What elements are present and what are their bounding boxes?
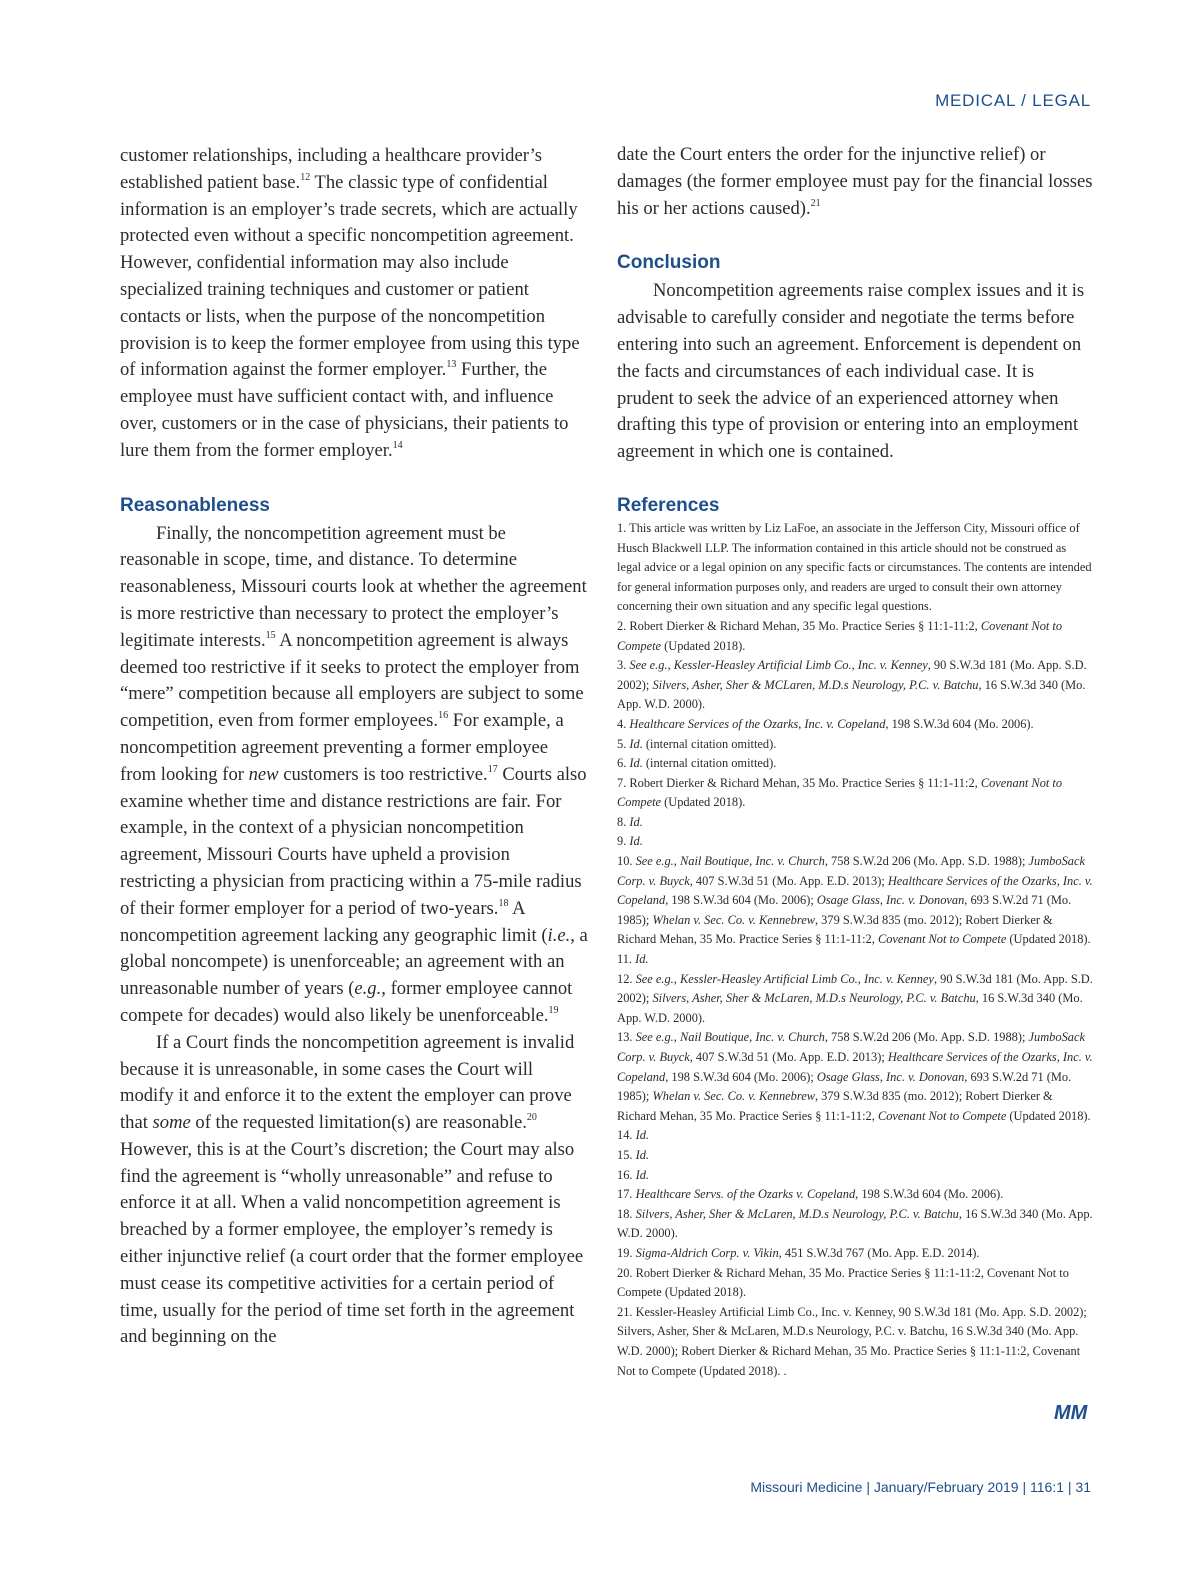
reference-item: 3. See e.g., Kessler-Heasley Artificial Limb Co., Inc. v. Kenney, 90 S.W.3d 181 (Mo. App. S.D. 2002); Silvers, Asher, Sher & MCLaren, M.D.s Neurology, P.C. v. Batchu, 16 S.W.3d 340 (Mo. App. W.D. 2000). — [617, 658, 1087, 712]
reference-item: 10. See e.g., Nail Boutique, Inc. v. Church, 758 S.W.2d 206 (Mo. App. S.D. 1988); JumboSack Corp. v. Buyck, 407 S.W.3d 51 (Mo. App. E.D. 2013); Healthcare Services of the Ozarks, Inc. v. Copeland, 198 S.W.3d 604 (Mo. 2006); Osage Glass, Inc. v. Donovan, 693 S.W.2d 71 (Mo. 1985); Whelan v. Sec. Co. v. Kennebrew, 379 S.W.3d 835 (mo. 2012); Robert Dierker & Richard Mehan, 35 Mo. Practice Series § 11:1-11:2, Covenant Not to Compete (Updated 2018). — [617, 854, 1093, 947]
reference-item: 2. Robert Dierker & Richard Mehan, 35 Mo. Practice Series § 11:1-11:2, Covenant Not to Compete (Updated 2018). — [617, 618, 1063, 653]
reference-item: 1. This article was written by Liz LaFoe, an associate in the Jefferson City, Missouri office of Husch Blackwell LLP. The information contained in this article should not be construed as legal advice or a legal opinion on any specific facts or circumstances. The contents are intended for general information purposes only, and readers are urged to consult their own attorney concerning their own situation and any specific legal questions. — [617, 520, 1092, 614]
left-column — [120, 143, 588, 1351]
reference-item: 13. See e.g., Nail Boutique, Inc. v. Church, 758 S.W.2d 206 (Mo. App. S.D. 1988); JumboSack Corp. v. Buyck, 407 S.W.3d 51 (Mo. App. E.D. 2013); Healthcare Services of the Ozarks, Inc. v. Copeland, 198 S.W.3d 604 (Mo. 2006); Osage Glass, Inc. v. Donovan, 693 S.W.2d 71 (Mo. 1985); Whelan v. Sec. Co. v. Kennebrew, 379 S.W.3d 835 (mo. 2012); Robert Dierker & Richard Mehan, 35 Mo. Practice Series § 11:1-11:2, Covenant Not to Compete (Updated 2018). — [617, 1030, 1093, 1123]
reference-item: 5. Id. (internal citation omitted). — [617, 736, 777, 751]
reference-item: 6. Id. (internal citation omitted). — [617, 756, 777, 771]
paragraph-remedy-continued: date the Court enters the order for the injunctive relief) or damages (the former employee must pay for the financial losses his or her actions caused).$^{21}$ — [617, 144, 1093, 219]
reference-item: 12. See e.g., Kessler-Heasley Artificial Limb Co., Inc. v. Kenney, 90 S.W.3d 181 (Mo. App. S.D. 2002); Silvers, Asher, Sher & McLaren, M.D.s Neurology, P.C. v. Batchu, 16 S.W.3d 340 (Mo. App. W.D. 2000). — [617, 971, 1093, 1025]
paragraph-invalid-agreement: If a Court finds the noncompetition agreement is invalid because it is unreasonable, in some cases the Court will modify it and enforce it to the extent the employer can prove that some of the requested limitation(s) are reasonable.$^{20}$ However, this is at the Court’s discretion; the Court may also find the agreement is “wholly unreasonable” and refuse to enforce it at all. When a valid noncompetition agreement is breached by a former employee, the employer’s remedy is either injunctive relief (a court order that the former employee must cease its competitive activities for a certain period of time, usually for the period of time set forth in the agreement and beginning on the — [120, 1031, 584, 1348]
reference-item: 15. Id. — [617, 1147, 650, 1162]
right-column — [617, 142, 1093, 1381]
reference-item: 19. Sigma-Aldrich Corp. v. Vikin, 451 S.W.3d 767 (Mo. App. E.D. 2014). — [617, 1245, 980, 1260]
reference-item: 7. Robert Dierker & Richard Mehan, 35 Mo. Practice Series § 11:1-11:2, Covenant Not to Compete (Updated 2018). — [617, 775, 1063, 810]
heading-reasonableness: Reasonableness — [120, 494, 270, 516]
reference-item: 8. Id. — [617, 814, 643, 829]
reference-item: 9. Id. — [617, 834, 643, 849]
reference-item: 14. Id. — [617, 1128, 650, 1143]
reference-item: 21. Kessler-Heasley Artificial Limb Co., Inc. v. Kenney, 90 S.W.3d 181 (Mo. App. S.D. 2002); Silvers, Asher, Sher & McLaren, M.D.s Neurology, P.C. v. Batchu, 16 S.W.3d 340 (Mo. App. W.D. 2000); Robert Dierker & Richard Mehan, 35 Mo. Practice Series § 11:1-11:2, Covenant Not to Compete (Updated 2018). . — [617, 1304, 1087, 1378]
reference-item: 17. Healthcare Servs. of the Ozarks v. Copeland, 198 S.W.3d 604 (Mo. 2006). — [617, 1187, 1004, 1202]
heading-references: References — [617, 494, 720, 516]
reference-item: 16. Id. — [617, 1167, 650, 1182]
reference-item: 4. Healthcare Services of the Ozarks, Inc. v. Copeland, 198 S.W.3d 604 (Mo. 2006). — [617, 716, 1034, 731]
reference-item: 18. Silvers, Asher, Sher & McLaren, M.D.s Neurology, P.C. v. Batchu, 16 S.W.3d 340 (Mo. App. W.D. 2000). — [617, 1206, 1093, 1241]
paragraph-confidential-info: customer relationships, including a healthcare provider’s established patient base.$^{12}$ The classic type of confidential information is an employer’s trade secrets, which are actually protected even without a specific noncompetition agreement. However, confidential information may also include specialized training techniques and customer or patient contacts or lists, when the purpose of the noncompetition provision is to keep the former employee from using this type of information against the former employer.$^{13}$ Further, the employee must have sufficient contact with, and influence over, customers or in the case of physicians, their patients to lure them from the former employer.$^{14}$ — [120, 145, 580, 461]
paragraph-conclusion: Noncompetition agreements raise complex issues and it is advisable to carefully consider and negotiate the terms before entering into such an agreement. Enforcement is dependent on the facts and circumstances of each individual case. It is prudent to seek the advice of an experienced attorney when drafting this type of provision or entering into an employment agreement in which one is contained. — [617, 280, 1085, 463]
section-label: MEDICAL / LEGAL — [935, 91, 1091, 110]
end-mark-logo: MM — [1054, 1402, 1088, 1424]
page-footer: Missouri Medicine | January/February 2019 | 116:1 | 31 — [750, 1479, 1091, 1495]
heading-conclusion: Conclusion — [617, 252, 721, 274]
paragraph-reasonableness: Finally, the noncompetition agreement must be reasonable in scope, time, and distance. To determine reasonableness, Missouri courts look at whether the agreement is more restrictive than necessary to protect the employer’s legitimate interests.$^{15}$ A noncompetition agreement is always deemed too restrictive if it seeks to protect the employer from “mere” competition because all employers are subject to some competition, even from former employees.$^{16}$ For example, a noncompetition agreement preventing a former employee from looking for new customers is too restrictive.$^{17}$ Courts also examine whether time and distance restrictions are fair. For example, in the context of a physician noncompetition agreement, Missouri Courts have upheld a provision restricting a physician from practicing within a 75-mile radius of their former employer for a period of two-years.$^{18}$ A noncompetition agreement lacking any geographic limit (i.e., a global noncompete) is unenforceable; an agreement with an unreasonable number of years (e.g., former employee cannot compete for decades) would also likely be unenforceable.$^{19}$ — [120, 522, 588, 1026]
references-list — [617, 519, 1093, 1381]
reference-item: 11. Id. — [617, 952, 649, 967]
reference-item: 20. Robert Dierker & Richard Mehan, 35 Mo. Practice Series § 11:1-11:2, Covenant Not to Compete (Updated 2018). — [617, 1265, 1069, 1300]
